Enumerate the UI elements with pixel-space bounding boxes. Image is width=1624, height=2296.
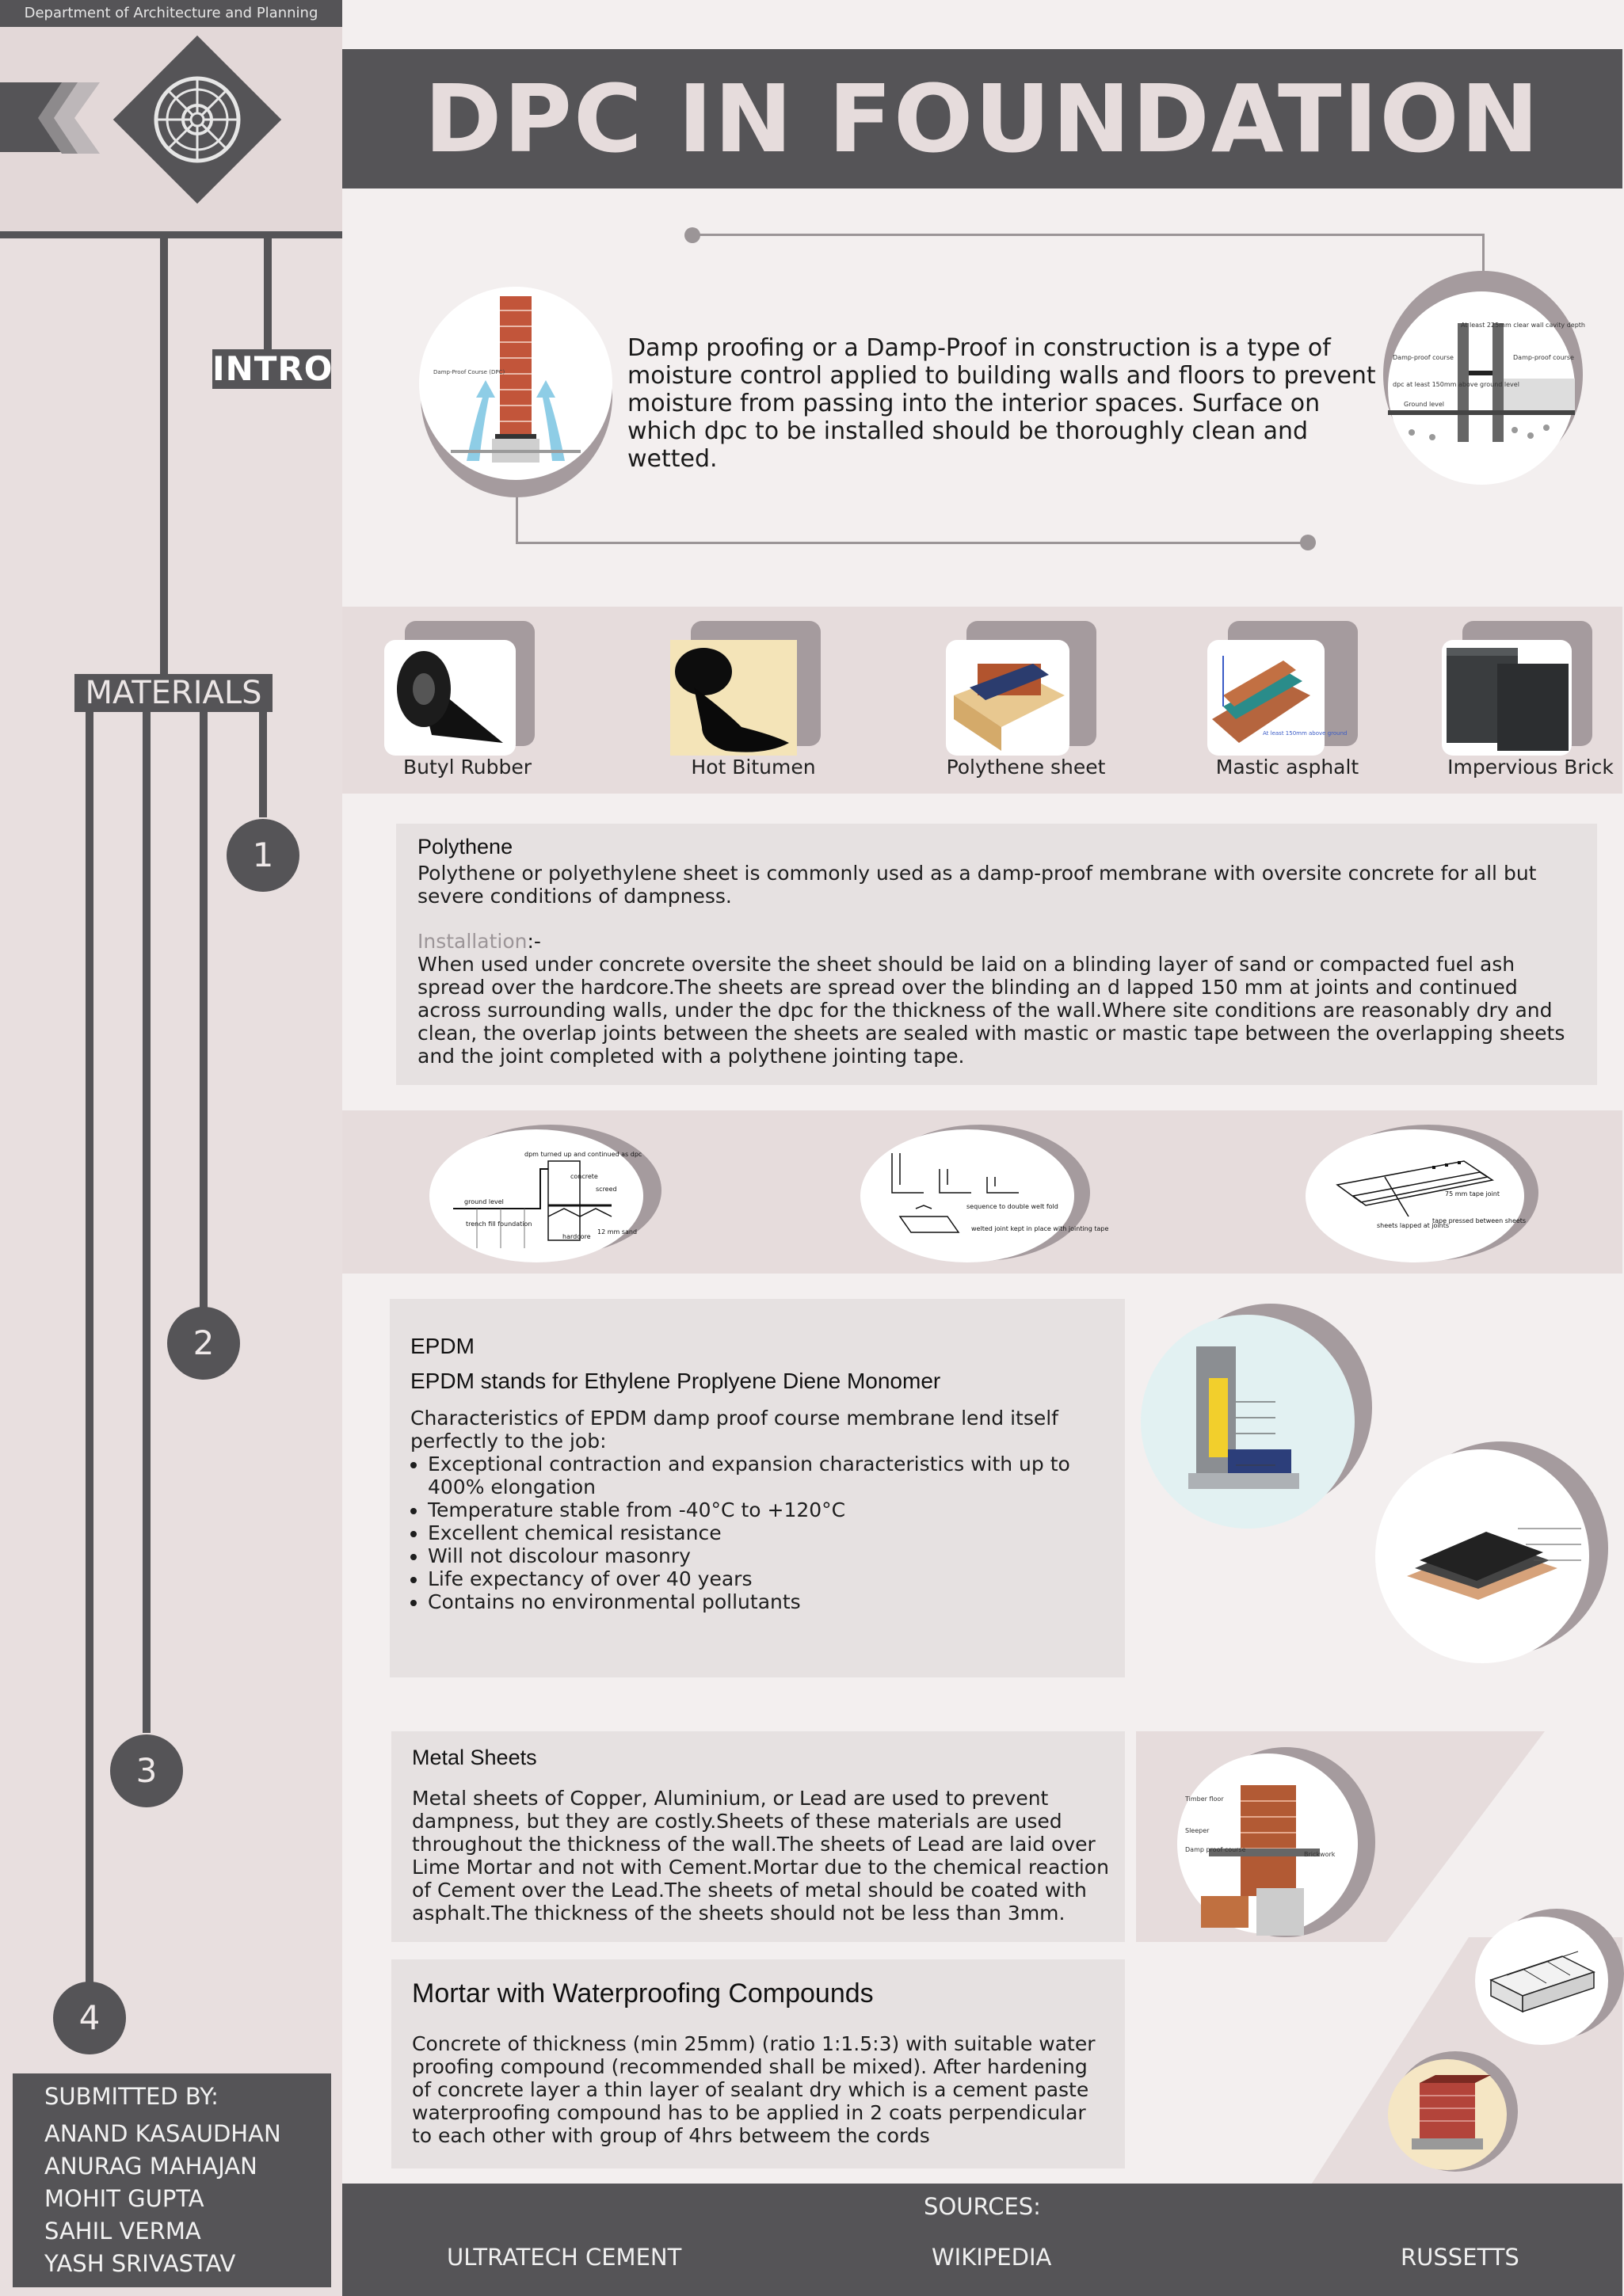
list-item: • Life expectancy of over 40 years [428,1567,1107,1590]
material-label: Hot Bitumen [691,756,816,779]
diagram-label: ground level [464,1198,504,1205]
tree-line-3 [143,711,151,1733]
diagram-label: Timber floor [1185,1795,1224,1803]
diagram-label: Brickwork [1304,1851,1336,1858]
diagram-label: Damp-Proof Course (DPC) [433,369,505,375]
diagram-label: Damp proof course [1185,1846,1246,1853]
diagram-label: hardcore [562,1233,591,1240]
section-number-4: 4 [53,1982,126,2054]
diagram-label: 12 mm sand [597,1228,638,1236]
list-item: • Temperature stable from -40°C to +120°C [428,1498,1107,1521]
list-item: • Exceptional contraction and expansion characteristics with up to 400% elongation [428,1453,1107,1498]
page-title: DPC IN FOUNDATION [424,64,1541,173]
material-impervious-brick [1442,621,1592,756]
department-name: Department of Architecture and Planning [0,0,342,27]
submitted-label: SUBMITTED BY: [44,2083,219,2110]
list-item: • Excellent chemical resistance [428,1521,1107,1544]
mortar-layer-diagram [1475,1917,1608,2045]
diagram-label: screed [596,1186,617,1193]
submitted-by-panel [13,2073,331,2287]
epdm-intro: Characteristics of EPDM damp proof course membrane lend itself perfectly to the job: [410,1407,1058,1453]
sources-footer [342,2184,1622,2296]
material-polythene-sheet [946,621,1096,756]
material-label: Impervious Brick [1447,756,1614,779]
material-label: Mastic asphalt [1215,756,1359,779]
member-name: MOHIT GUPTA [44,2185,204,2212]
installation-text: When used under concrete oversite the sheet should be laid on a blinding layer of sand or compacted fuel ash spread over the hardcore.The sheets are spread over the blinding an d lapped 150 mm at joints and continued across surrounding walls, under the dpc for the thickness of the wall.Where site conditions are reasonably dry and clean, the overlap joints between the sheets are sealed with mastic or mastic tape between the overlapping sheets and the joint completed with a polythene jointing tape. [417,953,1565,1068]
metal-title: Metal Sheets [412,1746,537,1769]
diagram-label: At least 150mm above ground [1263,730,1348,737]
tree-line-2 [200,711,208,1312]
waterproofing-corner-diagram [1388,2059,1507,2170]
mortar-title: Mortar with Waterproofing Compounds [412,1978,874,2009]
mortar-text: Concrete of thickness (min 25mm) (ratio 1:1.5:3) with suitable water proofing compound (recommended shall be mixed). After hardening of concrete layer a thin layer of sealant dry which is a cement paste waterproofing compound has to be applied in 2 coats perpendicular to each other with group of 4hrs betweem the cords [412,2032,1096,2147]
sidebar-divider [0,231,342,238]
tree-line-intro [264,238,272,350]
section-number-2: 2 [167,1307,240,1380]
installation-heading [417,930,1582,953]
list-item: • Contains no environmental pollutants [428,1590,1107,1613]
section-number-1: 1 [227,819,299,892]
chevron-left-icon [38,82,109,154]
tree-line-4 [86,711,93,1985]
epdm-panel [390,1299,1125,1677]
polythene-description: Polythene or polyethylene sheet is commonly used as a damp-proof membrane with oversite concrete for all but severe conditions of dampness. [417,862,1537,908]
epdm-subtitle: EPDM stands for Ethylene Proplyene Diene Monomer [410,1369,941,1393]
polythene-title: Polythene [417,835,513,859]
tree-line-main [160,238,168,675]
metal-sheets-panel [391,1731,1125,1942]
connector-line [516,542,1308,544]
diagram-label: Damp-proof course [1393,354,1454,361]
tree-line-1 [259,711,267,817]
mortar-panel [391,1959,1125,2168]
dpm-detail-diagram [429,1129,643,1262]
diagram-label: Damp-proof course [1513,354,1574,361]
institute-logo [108,30,287,209]
material-hot-bitumen [670,621,821,756]
diagram-label: sheets lapped at joints [1377,1222,1450,1229]
material-label: Polythene sheet [946,756,1106,779]
source-item: WIKIPEDIA [932,2244,1052,2271]
diagram-label: At least 225mm clear wall cavity depth [1461,322,1585,329]
diagram-label: Ground level [1404,401,1444,408]
epdm-title: EPDM [410,1334,475,1358]
diagram-label: sequence to double welt fold [966,1203,1058,1210]
source-item: ULTRATECH CEMENT [447,2244,682,2271]
source-item: RUSSETTS [1401,2244,1519,2271]
diagram-label: trench fill foundation [466,1220,532,1228]
material-label: Butyl Rubber [403,756,532,779]
materials-label: MATERIALS [74,674,273,712]
member-name: YASH SRIVASTAV [44,2250,236,2277]
metal-text: Metal sheets of Copper, Aluminium, or Lead are used to prevent dampness, but they are costly.Sheets of these materials are used throughout the thickness of the wall.The sheets of Lead are laid over Lime Mortar and not with Cement.Mortar due to the chemical reaction of Cement over the Lead.The sheets of metal should be coated with asphalt.The thickness of the sheets should not be less than 3mm. [412,1787,1109,1925]
polythene-panel [396,824,1597,1085]
material-butyl-rubber [384,621,535,756]
welt-fold-diagram [860,1129,1109,1262]
diagram-label: welted joint kept in place with jointing tape [971,1225,1109,1232]
member-name: SAHIL VERMA [44,2218,201,2245]
section-number-3: 3 [110,1734,183,1807]
connector-dot [1300,535,1316,550]
epdm-layers-diagram [1375,1449,1589,1663]
list-item: • Will not discolour masonry [428,1544,1107,1567]
diagram-label: Sleeper [1185,1827,1210,1834]
diagram-label: 75 mm tape joint [1445,1190,1500,1197]
connector-line [692,234,1485,236]
member-name: ANURAG MAHAJAN [44,2153,257,2180]
dpc-wall-diagram [419,287,612,480]
sources-label: SOURCES: [924,2193,1041,2220]
diagram-label: concrete [570,1173,598,1180]
epdm-wall-diagram [1141,1315,1355,1529]
metal-sheet-diagram [1177,1753,1358,1934]
member-name: ANAND KASAUDHAN [44,2120,281,2147]
material-mastic-asphalt [1207,621,1358,756]
sidebar [0,0,342,2296]
cavity-wall-diagram [1388,291,1585,485]
tape-joint-diagram [1306,1129,1527,1262]
diagram-label: dpc at least 150mm above ground level [1393,381,1519,388]
installation-label: Installation [417,930,528,953]
diagram-label: dpm turned up and continued as dpc [524,1151,642,1158]
diagram-label: tape pressed between sheets [1432,1217,1527,1224]
installation-suffix: :- [527,930,541,953]
epdm-bullet-list [410,1453,1107,1613]
intro-label: INTRO [212,349,334,388]
intro-text: Damp proofing or a Damp-Proof in construction is a type of moisture control applied to building walls and floors to prevent moisture from passing into the interior spaces. Surface on which dpc to be installed should be thoroughly clean and wetted. [627,334,1376,473]
